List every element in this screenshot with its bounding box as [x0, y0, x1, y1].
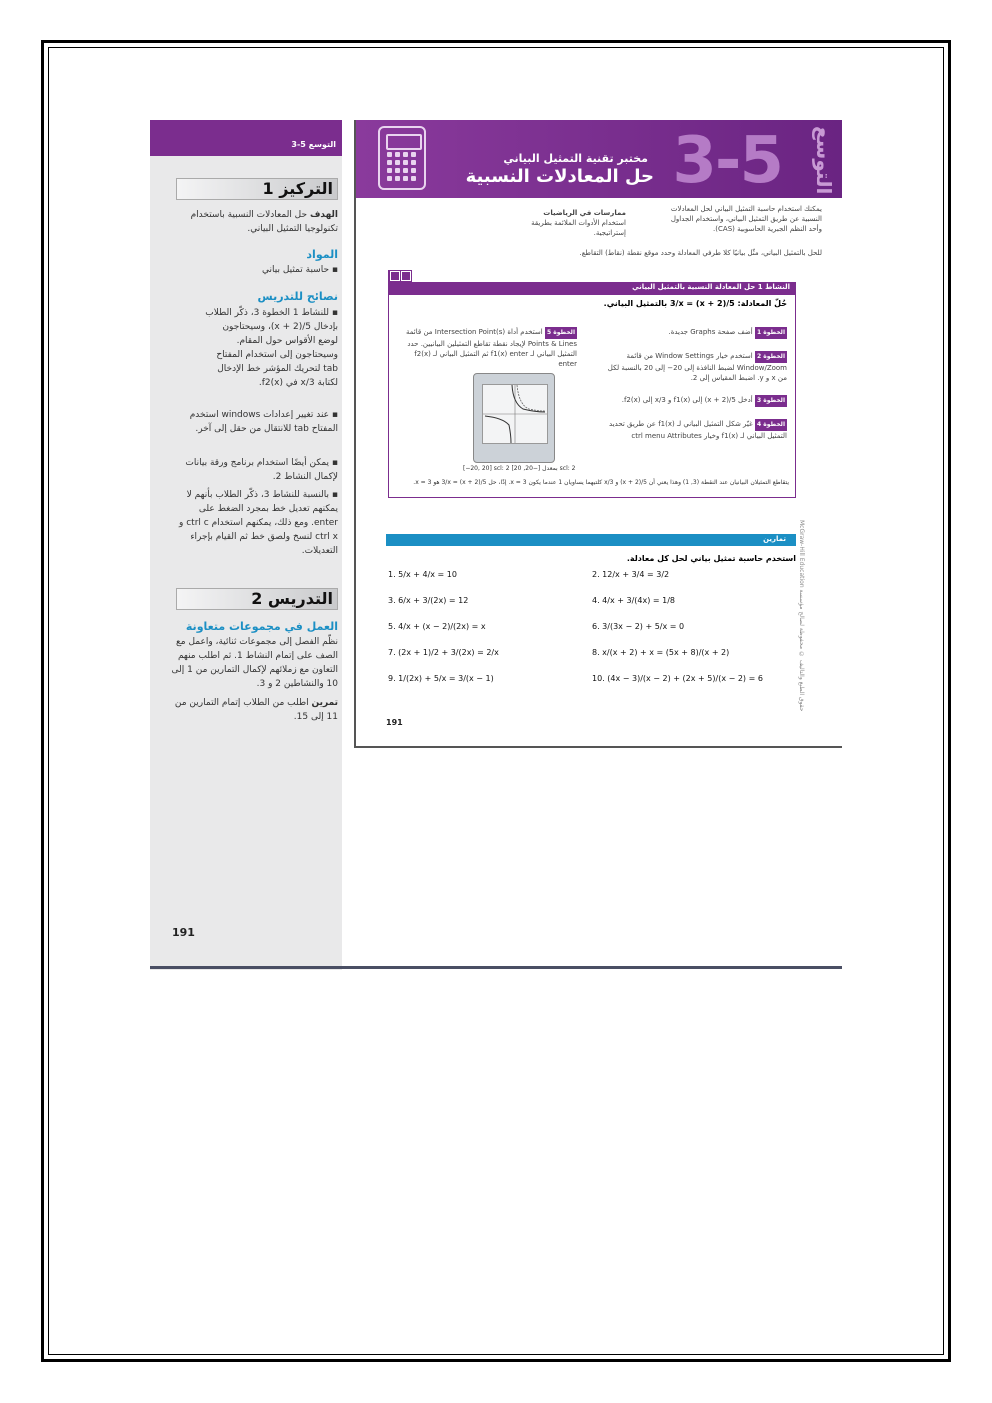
graph-plot — [483, 385, 547, 443]
coop-heading: العمل في مجموعات متعاونة — [185, 620, 338, 633]
focus-heading-box — [176, 178, 338, 200]
activity-box — [388, 294, 796, 498]
exercise-10: 10. (4x − 3)/(x − 2) + (2x + 5)/(x − 2) = 6 — [592, 674, 763, 683]
exercise-9: 9. 1/(2x) + 5/x = 3/(x − 1) — [388, 674, 494, 683]
main-page-number: 191 — [386, 718, 403, 727]
step-5: الخطوة 5 استخدم أداة Intersection Point(s) من قائمة Points & Lines لإيجاد نقطة تقاطع التمثيلين البيانيين. حدد التمثيل البياني لـ f1(x) enter ثم التمثيل البياني لـ f2(x) enter — [406, 328, 577, 368]
materials-heading: المواد — [306, 248, 338, 261]
step-1: الخطوة 1 أضف صفحة Graphs جديدة. — [597, 327, 787, 339]
calculator-icon — [378, 126, 426, 190]
lesson-banner — [356, 120, 842, 198]
window-caption: [−20, 20] scl: 2 بمعدل [−20, 20] scl: 2 — [463, 465, 576, 472]
tip-4: ▪ بالنسبة للنشاط 3، ذكّر الطلاب بأنهم لا يمكنهم تعديل خط بمجرد الضغط على enter. ومع ذلك، يمكنهم استخدام ctrl c و ctrl x لنسخ ولصق خط ثم القيام بإجراء التعديلات. — [179, 490, 338, 556]
exercise-2: 2. 12/x + 3/4 = 3/2 — [592, 570, 670, 579]
exercise-3: 3. 6/x + 3/(2x) = 12 — [388, 596, 469, 605]
solve-line: حُلّ المعادلة: 5/(x + 2) = 3/x بالتمثيل البياني. — [603, 299, 787, 308]
exercise-4: 4. 4/x + 3/(4x) = 1/8 — [592, 596, 675, 605]
tip-2: ▪ عند تغيير إعدادات windows استخدم المفتاح tab للانتقال من حقل إلى آخر. — [189, 410, 338, 434]
math-practices: ممارسات في الرياضيات استخدام الأدوات الملائمة بطريقة إستراتيجية. — [531, 209, 626, 237]
left-page-number: 191 — [172, 926, 195, 939]
exercise-5: 5. 4/x + (x − 2)/(2x) = x — [388, 622, 486, 631]
calculator-screen — [473, 373, 555, 463]
copyright-vertical: McGraw-Hill Education حقوق الطبع والتأليف © محفوظة لصالح مؤسسة — [798, 520, 805, 712]
lesson-number: 3-5 — [672, 124, 782, 198]
materials-item: ▪ حاسبة تمثيل بياني — [261, 265, 338, 275]
exercises-bar — [386, 534, 796, 546]
coop-text: نظّم الفصل إلى مجموعات ثنائية، واعمل مع الصف على إتمام النشاط 1. ثم اطلب منهم التعاون مع زملائهم لإكمال التمارين من 1 إلى 10 والنشاطين 2 و 3. — [171, 637, 338, 689]
step-3: الخطوة 3 أدخل 5/(x + 2) إلى f1(x) و 3/x إلى f2(x). — [597, 395, 787, 407]
tip-3: ▪ يمكن أيضًا استخدام برنامج ورقة بيانات لإكمال النشاط 2. — [185, 458, 338, 482]
practice-text: اطلب من الطلاب إتمام التمارين من 11 إلى 15. — [174, 698, 338, 722]
graph-window — [482, 384, 548, 444]
exercise-8: 8. x/(x + 2) + x = (5x + 8)/(x + 2) — [592, 648, 730, 657]
focus-heading: 1 التركيز — [262, 179, 333, 198]
exercise-1: 1. 5/x + 4/x = 10 — [388, 570, 457, 579]
objective-label: الهدف — [309, 210, 338, 220]
objective-text: حل المعادلات النسبية باستخدام تكنولوجيا التمثيل البياني. — [190, 210, 338, 234]
exercise-7: 7. (2x + 1)/2 + 3/(2x) = 2/x — [388, 648, 499, 657]
teacher-notes-column — [150, 120, 342, 970]
lab-title: مختبر تقنية التمثيل البياني — [503, 152, 648, 165]
exercise-6: 6. 3/(3x − 2) + 5/x = 0 — [592, 622, 685, 631]
bottom-rule — [150, 966, 842, 969]
exercises-title: تمارين — [763, 535, 786, 543]
lesson-label: التوسع 5-3 — [291, 140, 336, 149]
exercises-instruction: استخدم حاسبة تمثيل بياني لحل كل معادلة. — [626, 554, 796, 563]
lesson-title: حل المعادلات النسبية — [465, 166, 654, 187]
conclusion-text: يتقاطع التمثيلان البيانيان عند النقطة (3, 1) وهذا يعني أن 5/(x + 2) و 3/x كلتيهما يساويان 1 عندما يكون x = 3. إذًا، حل 5/(x + 2) = 3/x هو x = 3. — [413, 479, 789, 486]
practice-label: تمرين — [311, 698, 338, 708]
activity-icons — [388, 270, 412, 282]
step-2: الخطوة 2 استخدم خيار Window Settings من قائمة Window/Zoom لضبط النافذة إلى 20− إلى 20 بالنسبة لكل من x و y. اضبط المقياس إلى 2. — [607, 352, 787, 382]
teach-heading-box — [176, 588, 338, 610]
graph-intro: للحل بالتمثيل البياني، مثّل بيانيًا كلا طرفي المعادلة وحدد موقع نقطة (نقاط) التقاطع. — [579, 249, 822, 257]
tip-1: ▪ للنشاط 1 الخطوة 3، ذكّر الطلاب بإدخال 5/(x + 2)، وسيحتاجون لوضع الأقواس حول المقام. وسيحتاجون إلى استخدام المفتاح tab لتحريك المؤشر خط الإدخال لكتابة 3/x في f2(x). — [205, 308, 338, 388]
left-header-band — [150, 120, 342, 156]
student-page — [354, 120, 842, 748]
intro-text: يمكنك استخدام حاسبة التمثيل البياني لحل المعادلات النسبية عن طريق التمثيل البياني، واستخدام الجداول وأحد النظم الجبرية الحاسوبية (CAS). — [670, 205, 822, 233]
teach-heading: 2 التدريس — [251, 589, 333, 608]
objective-block — [170, 208, 338, 236]
tips-heading: نصائح للتدريس — [257, 290, 338, 303]
activity-bar — [388, 282, 796, 294]
textbook-page — [150, 120, 842, 970]
practice-block — [170, 696, 338, 724]
extension-word: التوسع — [812, 126, 836, 195]
activity-title: النشاط 1 حل المعادلة النسبية بالتمثيل البياني — [632, 283, 790, 291]
step-4: الخطوة 4 غيّر شكل التمثيل البياني لـ f1(x) عن طريق تحديد التمثيل البياني لـ f1(x) وخيار ctrl menu Attributes — [609, 420, 787, 440]
